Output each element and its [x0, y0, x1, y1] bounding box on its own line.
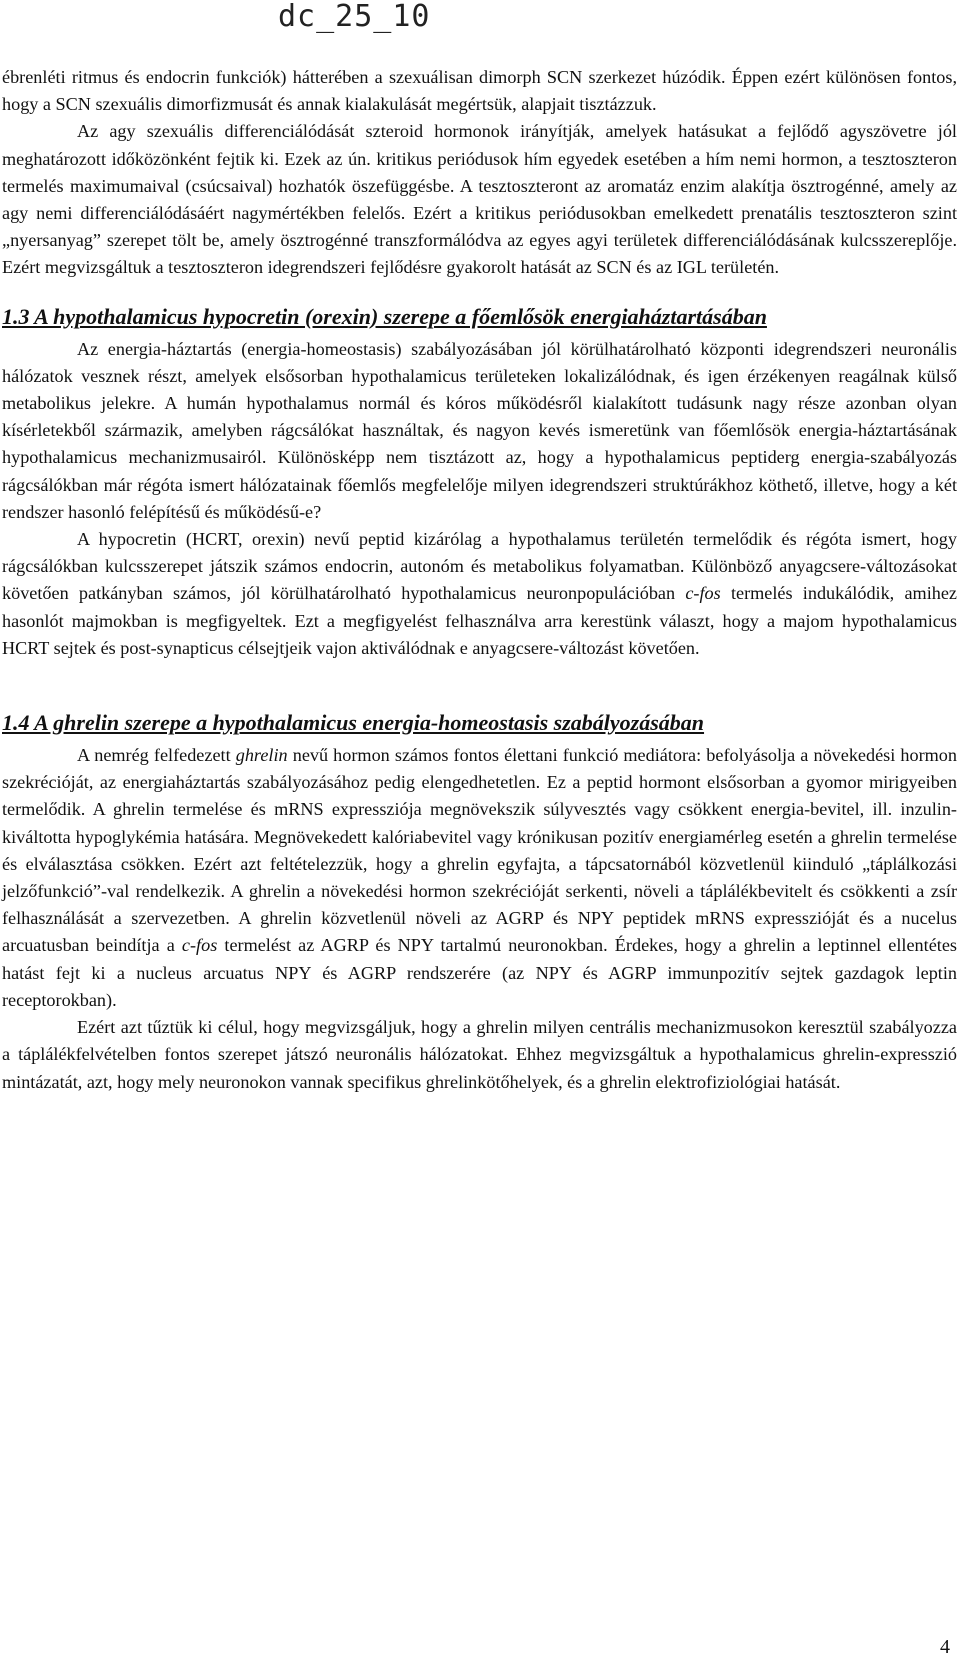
section-1-3-heading: 1.3 A hypothalamicus hypocretin (orexin) szerepe a főemlősök energiaháztartásában — [2, 303, 767, 329]
section-1-4-heading: 1.4 A ghrelin szerepe a hypothalamicus energia-homeostasis szabályozásában — [2, 710, 705, 736]
text-run: nevű hormon számos fontos élettani funkció mediátora: befolyásolja a növekedési hormon szekrécióját, az energiaháztartás szabályozásához pedig elengedhetetlen. Ez a peptid hormont elsősorban a gyomor mirigyeiben termelődik. A ghrelin termelése és mRNS expressziója megnövekszik súlyvesztés vagy csökkent energia-bevitel, ill. inzulin-kiváltotta hypoglykémia hatására. Megnövekedett kalóriabevitel vagy krónikusan pozitív energiamérleg esetén a ghrelin termelése és elválasztása csökken. Ezért azt feltételezzük, hogy a ghrelin egyfajta, a tápcsatornából közvetlenül kiinduló „táplálkozási jelzőfunkció”-val rendelkezik. A ghrelin a növekedési hormon szekrécióját serkenti, növeli a táplálékbevitelt és csökkenti a zsír felhasználását a szervezetben. A ghrelin közvetlenül növeli az AGRP és NPY peptidek mRNS expresszióját és a nucelus arcuatusban beindítja a — [2, 745, 957, 956]
page-number: 4 — [940, 1636, 950, 1658]
text-run: A hypocretin (HCRT, orexin) nevű peptid kizárólag a hypothalamus területén termelődik és régóta ismert, hogy rágcsálókban kulcsszerepet játszik számos endocrin, autonóm és metabolikus folyamatban. Különböző anyagcsere-változásokat követően patkányban számos, jól körülhatárolható hypothalamicus neuronpopulációban — [2, 529, 957, 604]
section-1-3-paragraph-2 — [2, 526, 957, 662]
section-1-3-paragraph-1: Az energia-háztartás (energia-homeostasis) szabályozásában jól körülhatárolható központi idegrendszeri neuronális hálózatok vesznek részt, amelyek elsősorban hypothalamicus területeken lokalizálódnak, és igen érzékenyen reagálnak külső metabolikus jelekre. A humán hypothalamus normál és kóros működésről kialakított tudásunk nagy része azonban olyan kísérletekből származik, amelyben rágcsálókat használtak, és nagyon kevés ismeretünk van főemlősök energia-háztartásának hypothalamicus mechanizmusairól. Különösképp nem tisztázott az, hogy a hypothalamicus peptiderg energia-szabályozás rágcsálókban már régóta ismert hálózatainak főemlős megfelelője milyen idegrendszeri struktúrákhoz köthető, illetve, hogy a két rendszer hasonló felépítésű és működésű-e? — [2, 338, 957, 522]
intro-paragraph-1: ébrenléti ritmus és endocrin funkciók) hátterében a szexuálisan dimorph SCN szerkezet húzódik. Éppen ezért különösen fontos, hogy a SCN szexuális dimorfizmusát és annak kialakulását megértsük, alapjait tisztázzuk. — [2, 67, 957, 115]
document-id-header: dc_25_10 — [278, 0, 431, 34]
italic-term-ghrelin: ghrelin — [235, 745, 288, 766]
italic-term-c-fos: c-fos — [181, 935, 218, 956]
text-run: termelést az AGRP és NPY tartalmú neuronokban. Érdekes, hogy a ghrelin a leptinnel ellentétes hatást fejt ki a nucleus arcuatus NPY és AGRP rendszerére (az NPY és AGRP immunpozitív sejtek gazdagok leptin receptorokban). — [2, 935, 957, 1010]
page-body — [2, 64, 957, 1096]
section-1-4-paragraph-2: Ezért azt tűztük ki célul, hogy megvizsgáljuk, hogy a ghrelin milyen centrális mechanizmusokon keresztül szabályozza a táplálékfelvételben fontos szerepet játszó neuronális hálózatokat. Ehhez megvizsgáltuk a hypothalamicus ghrelin-expresszió mintázatát, azt, hogy mely neuronokon vannak specifikus ghrelinkötőhelyek, és a ghrelin elektrofiziológiai hatását. — [2, 1017, 957, 1092]
section-1-4-paragraph-1 — [2, 742, 957, 1014]
text-run: A nemrég felfedezett — [77, 745, 236, 766]
intro-paragraph-2: Az agy szexuális differenciálódását szteroid hormonok irányítják, amelyek hatásukat a fejlődő agyszövetre jól meghatározott időközönként fejtik ki. Ezek az ún. kritikus periódusok hím egyedek esetében a hím nemi hormon, a tesztoszteron termelés maximumaival (csúcsaival) hozhatók öszefüggésbe. A tesztoszteront az aromatáz enzim alakítja ösztrogénné, amely az agy nemi differenciálódásáért nagymértékben felelős. Ezért a kritikus periódusokban emelkedett prenatális tesztoszteron szint „nyersanyag” szerepet tölt be, amely ösztrogénné transzformálódva az egyes agyi területek differenciálódásának kulcsszereplője. Ezért megvizsgáltuk a tesztoszteron idegrendszeri fejlődésre gyakorolt hatását az SCN és az IGL területén. — [2, 121, 957, 278]
text-run: termelés indukálódik, amihez hasonlót majmokban is megfigyeltek. Ezt a megfigyelést felhasználva arra kerestünk választ, hogy a majom hypothalamicus HCRT sejtek és post-synapticus célsejtjeik vajon aktiválódnak e anyagcsere-változást követően. — [2, 583, 957, 658]
italic-term-c-fos: c-fos — [685, 583, 721, 604]
